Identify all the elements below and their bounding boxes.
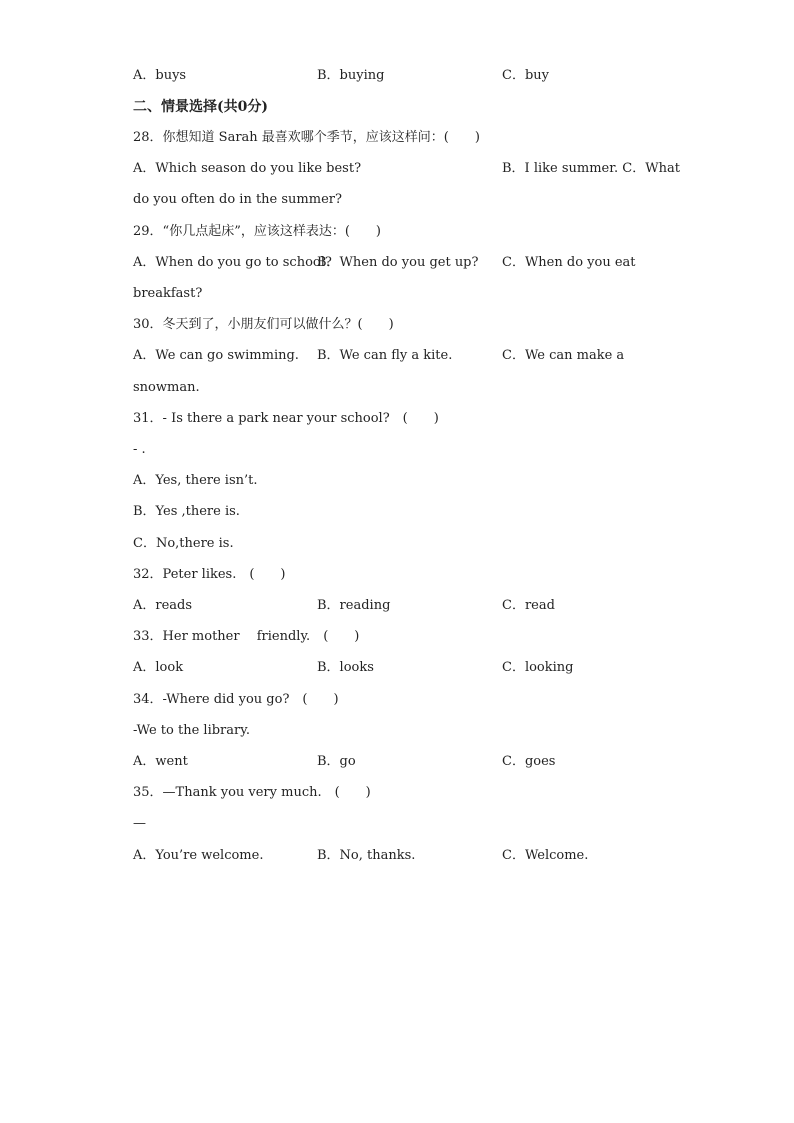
q31-option-b: B．Yes ,there is. [133, 504, 240, 519]
q32-option-c: C．read [502, 598, 555, 613]
q31-option-a: A．Yes, there isn’t. [133, 473, 258, 488]
q30-option-b: B．We can fly a kite. [317, 348, 453, 363]
q30-option-continuation: snowman. [133, 380, 200, 395]
q31-stem: 31．- Is there a park near your school? ( ) [133, 411, 439, 426]
q28-option-a: A．Which season do you like best? [133, 161, 362, 176]
q28-option-continuation: do you often do in the summer? [133, 192, 342, 207]
q34-option-b: B．go [317, 754, 356, 769]
q32-stem: 32．Peter likes. ( ) [133, 567, 286, 582]
q29-option-a: A．When do you go to school? [133, 255, 332, 270]
q35-answer-line: — [133, 816, 146, 831]
q34-option-c: C．goes [502, 754, 556, 769]
q32-option-a: A．reads [133, 598, 193, 613]
q28-stem: 28．你想知道 Sarah 最喜欢哪个季节，应该这样问：( ) [133, 130, 480, 145]
q30-option-c: C．We can make a [502, 348, 625, 363]
q35-option-a: A．You’re welcome. [133, 848, 264, 863]
q27-option-a: A．buys [133, 68, 187, 83]
q29-stem: 29．“你几点起床”，应该这样表达：( ) [133, 224, 381, 239]
q27-option-c: C．buy [502, 68, 549, 83]
q34-answer-line: -We to the library. [133, 723, 250, 738]
q29-option-c: C．When do you eat [502, 255, 636, 270]
q33-option-a: A．look [133, 660, 184, 675]
q33-stem: 33．Her mother friendly. ( ) [133, 629, 360, 644]
q30-stem: 30．冬天到了，小朋友们可以做什么？( ) [133, 317, 394, 332]
q31-answer-line: - . [133, 442, 146, 457]
q30-option-a: A．We can go swimming. [133, 348, 299, 363]
q34-stem: 34．-Where did you go? ( ) [133, 692, 339, 707]
q35-option-c: C．Welcome. [502, 848, 589, 863]
q33-option-c: C．looking [502, 660, 574, 675]
q29-option-b: B．When do you get up? [317, 255, 479, 270]
q35-stem: 35．—Thank you very much. ( ) [133, 785, 371, 800]
section-heading: 二、情景选择(共0分) [133, 99, 268, 115]
q34-option-a: A．went [133, 754, 188, 769]
q35-option-b: B．No, thanks. [317, 848, 416, 863]
q32-option-b: B．reading [317, 598, 391, 613]
q28-option-bc: B．I like summer. C．What [502, 161, 680, 176]
q27-option-b: B．buying [317, 68, 385, 83]
q31-option-c: C．No,there is. [133, 536, 234, 551]
q29-option-continuation: breakfast? [133, 286, 203, 301]
q33-option-b: B．looks [317, 660, 374, 675]
